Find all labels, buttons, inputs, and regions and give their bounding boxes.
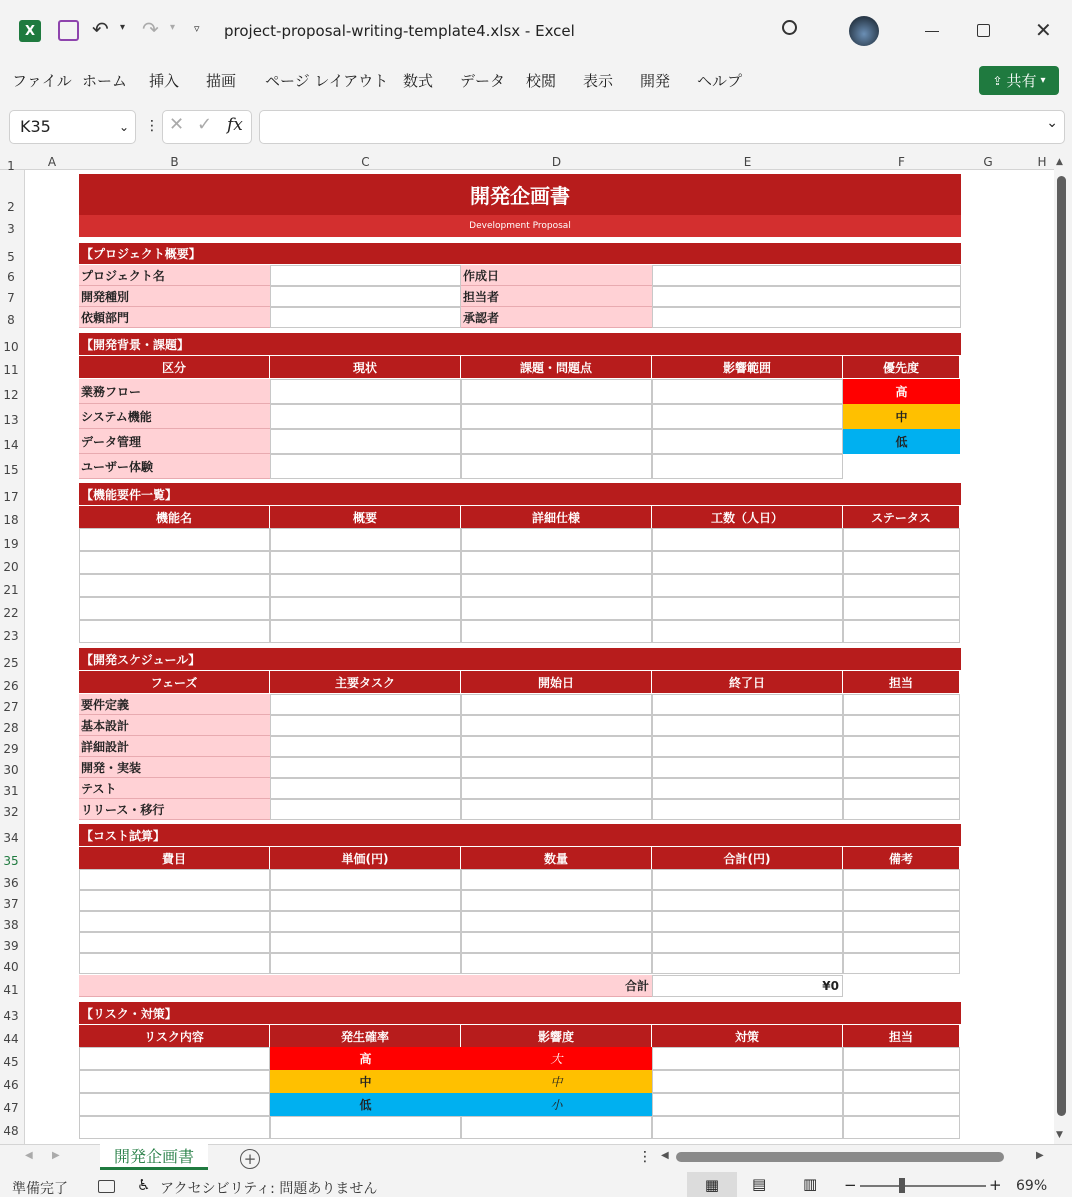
requirement-cell[interactable] bbox=[843, 574, 960, 597]
cost-cell[interactable] bbox=[461, 869, 652, 890]
row-number[interactable]: 2 bbox=[7, 200, 15, 214]
row-number[interactable]: 5 bbox=[7, 250, 15, 264]
risk-cell[interactable] bbox=[652, 1070, 843, 1093]
requirement-cell[interactable] bbox=[270, 574, 461, 597]
schedule-phase: 開発・実装 bbox=[79, 757, 270, 778]
row-number[interactable]: 1 bbox=[7, 159, 15, 173]
row-number[interactable]: 8 bbox=[7, 313, 15, 327]
schedule-cell[interactable] bbox=[461, 799, 652, 820]
requirement-cell[interactable] bbox=[652, 551, 843, 574]
cost-cell[interactable] bbox=[270, 890, 461, 911]
cost-cell[interactable] bbox=[461, 911, 652, 932]
column-header-cell: 工数（人日） bbox=[652, 506, 843, 528]
row-number[interactable]: 48 bbox=[3, 1124, 19, 1138]
scroll-right-icon[interactable]: ▶ bbox=[1036, 1150, 1044, 1161]
requirement-cell[interactable] bbox=[461, 551, 652, 574]
risk-cell[interactable] bbox=[79, 1116, 270, 1139]
cost-cell[interactable] bbox=[461, 932, 652, 953]
requirement-cell[interactable] bbox=[79, 597, 270, 620]
redo-dropdown-icon[interactable]: ▾ bbox=[170, 22, 176, 33]
label-request-dept: 依頼部門 bbox=[79, 307, 270, 328]
column-header-cell: 概要 bbox=[270, 506, 461, 528]
zoom-slider-thumb[interactable] bbox=[899, 1178, 905, 1193]
requirements-heading: 【機能要件一覧】 bbox=[79, 483, 961, 505]
schedule-cell[interactable] bbox=[843, 694, 960, 715]
schedule-phase: 要件定義 bbox=[79, 694, 270, 715]
risk-probability[interactable]: 高 bbox=[270, 1047, 461, 1070]
requirement-cell[interactable] bbox=[843, 620, 960, 643]
background-cell[interactable] bbox=[652, 429, 843, 454]
menu-draw[interactable]: 描画 bbox=[206, 72, 237, 90]
row-number[interactable]: 38 bbox=[3, 918, 19, 932]
row-number[interactable]: 22 bbox=[3, 606, 19, 620]
schedule-cell[interactable] bbox=[843, 736, 960, 757]
column-header-cell: 課題・問題点 bbox=[461, 356, 652, 378]
row-number[interactable]: 44 bbox=[3, 1032, 19, 1046]
schedule-cell[interactable] bbox=[461, 715, 652, 736]
prev-sheet-icon[interactable]: ◀ bbox=[25, 1150, 33, 1161]
row-number[interactable]: 15 bbox=[3, 463, 19, 477]
requirement-cell[interactable] bbox=[461, 620, 652, 643]
cost-cell[interactable] bbox=[79, 869, 270, 890]
background-cell[interactable] bbox=[652, 379, 843, 404]
accessibility-icon[interactable]: ♿ bbox=[137, 1176, 151, 1194]
row-number[interactable]: 11 bbox=[3, 363, 19, 377]
schedule-cell[interactable] bbox=[843, 799, 960, 820]
requirement-cell[interactable] bbox=[270, 620, 461, 643]
column-header-cell: 担当 bbox=[843, 1025, 960, 1047]
risk-cell[interactable] bbox=[79, 1093, 270, 1116]
background-row-label: データ管理 bbox=[79, 429, 270, 454]
scroll-down-icon[interactable]: ▼ bbox=[1056, 1130, 1063, 1140]
label-person-in-charge: 担当者 bbox=[461, 286, 652, 307]
row-number[interactable]: 36 bbox=[3, 876, 19, 890]
requirement-cell[interactable] bbox=[79, 574, 270, 597]
page-break-view-icon[interactable]: ▥ bbox=[803, 1175, 818, 1193]
column-header-cell: 発生確率 bbox=[270, 1025, 461, 1047]
expand-icon[interactable]: ⌄ bbox=[1046, 115, 1058, 131]
column-header-cell: ステータス bbox=[843, 506, 960, 528]
label-approver: 承認者 bbox=[461, 307, 652, 328]
cost-cell[interactable] bbox=[79, 890, 270, 911]
excel-logo-icon: X bbox=[19, 20, 41, 42]
col-h[interactable]: H bbox=[1037, 155, 1047, 169]
label-dev-type: 開発種別 bbox=[79, 286, 270, 307]
row-number[interactable]: 32 bbox=[3, 805, 19, 819]
cost-cell[interactable] bbox=[843, 953, 960, 974]
page-layout-view-icon[interactable]: ▤ bbox=[752, 1175, 767, 1193]
column-header-cell: 担当 bbox=[843, 671, 960, 693]
more-options-icon[interactable]: ⋮ bbox=[145, 118, 159, 134]
row-number[interactable]: 6 bbox=[7, 270, 15, 284]
background-cell[interactable] bbox=[461, 454, 652, 479]
risk-cell[interactable] bbox=[843, 1047, 960, 1070]
risk-cell[interactable] bbox=[652, 1116, 843, 1139]
col-c[interactable]: C bbox=[361, 155, 370, 169]
risk-impact[interactable]: 大 bbox=[461, 1047, 652, 1070]
column-header-cell: 主要タスク bbox=[270, 671, 461, 693]
menu-developer[interactable]: 開発 bbox=[640, 72, 671, 90]
menu-review[interactable]: 校閲 bbox=[526, 72, 557, 90]
row-number[interactable]: 18 bbox=[3, 513, 19, 527]
row-number[interactable]: 45 bbox=[3, 1055, 19, 1069]
row-number[interactable]: 34 bbox=[3, 831, 19, 845]
zoom-in-icon[interactable]: + bbox=[989, 1176, 1002, 1194]
row-number[interactable]: 21 bbox=[3, 583, 19, 597]
background-cell[interactable] bbox=[270, 454, 461, 479]
risk-cell[interactable] bbox=[270, 1116, 461, 1139]
requirement-cell[interactable] bbox=[79, 528, 270, 551]
background-row-label: システム機能 bbox=[79, 404, 270, 429]
tab-options-icon[interactable]: ⋮ bbox=[638, 1149, 652, 1165]
priority-cell[interactable]: 高 bbox=[843, 379, 960, 404]
save-icon[interactable] bbox=[58, 20, 79, 41]
risk-heading: 【リスク・対策】 bbox=[79, 1002, 961, 1024]
background-cell[interactable] bbox=[652, 454, 843, 479]
requirement-cell[interactable] bbox=[843, 528, 960, 551]
sheet-subtitle: Development Proposal bbox=[79, 215, 961, 237]
risk-impact[interactable]: 小 bbox=[461, 1093, 652, 1116]
requirement-cell[interactable] bbox=[652, 574, 843, 597]
requirement-cell[interactable] bbox=[270, 551, 461, 574]
row-number[interactable]: 40 bbox=[3, 960, 19, 974]
column-header-cell: 備考 bbox=[843, 847, 960, 869]
row-number[interactable]: 47 bbox=[3, 1101, 19, 1115]
column-header-cell: 現状 bbox=[270, 356, 461, 378]
column-header-cell: 影響度 bbox=[461, 1025, 652, 1047]
cost-heading: 【コスト試算】 bbox=[79, 824, 961, 846]
cost-cell[interactable] bbox=[843, 932, 960, 953]
risk-impact[interactable]: 中 bbox=[461, 1070, 652, 1093]
background-heading: 【開発背景・課題】 bbox=[79, 333, 961, 355]
risk-cell[interactable] bbox=[843, 1070, 960, 1093]
menu-view[interactable]: 表示 bbox=[583, 72, 614, 90]
overview-heading: 【プロジェクト概要】 bbox=[79, 243, 961, 264]
cancel-icon[interactable]: ✕ bbox=[169, 114, 185, 135]
row-number[interactable]: 31 bbox=[3, 784, 19, 798]
cost-cell[interactable] bbox=[461, 953, 652, 974]
insert-function-icon[interactable]: fx bbox=[227, 115, 243, 135]
vertical-scroll-thumb[interactable] bbox=[1057, 176, 1066, 1116]
status-ready: 準備完了 bbox=[12, 1181, 68, 1197]
zoom-slider[interactable] bbox=[860, 1185, 986, 1187]
row-number[interactable]: 19 bbox=[3, 537, 19, 551]
formula-tools bbox=[162, 110, 252, 144]
undo-dropdown-icon[interactable]: ▾ bbox=[120, 22, 126, 33]
risk-cell[interactable] bbox=[843, 1093, 960, 1116]
document-title: project-proposal-writing-template4.xlsx - Excel bbox=[224, 22, 575, 40]
schedule-cell[interactable] bbox=[270, 694, 461, 715]
background-cell[interactable] bbox=[652, 404, 843, 429]
background-cell[interactable] bbox=[461, 404, 652, 429]
minimize-icon[interactable] bbox=[925, 31, 939, 32]
row-number[interactable]: 23 bbox=[3, 629, 19, 643]
risk-cell[interactable] bbox=[79, 1070, 270, 1093]
status-accessibility[interactable]: アクセシビリティ: 問題ありません bbox=[160, 1181, 378, 1197]
menu-page-layout[interactable]: ページ レイアウト bbox=[265, 72, 389, 90]
menu-help[interactable]: ヘルプ bbox=[697, 72, 743, 90]
row-number[interactable]: 26 bbox=[3, 679, 19, 693]
cost-total-label: 合計 bbox=[79, 975, 652, 997]
column-header-cell: 単価(円) bbox=[270, 847, 461, 869]
menu-data[interactable]: データ bbox=[460, 72, 506, 90]
close-icon[interactable]: ✕ bbox=[1035, 18, 1052, 42]
cost-cell[interactable] bbox=[79, 932, 270, 953]
column-header-cell: 対策 bbox=[652, 1025, 843, 1047]
share-button[interactable] bbox=[979, 66, 1059, 95]
sheet-tab[interactable]: 開発企画書 bbox=[100, 1144, 208, 1170]
column-header-cell: 詳細仕様 bbox=[461, 506, 652, 528]
cost-cell[interactable] bbox=[270, 932, 461, 953]
schedule-cell[interactable] bbox=[652, 757, 843, 778]
menu-file[interactable]: ファイル bbox=[12, 72, 72, 90]
cost-cell[interactable] bbox=[270, 911, 461, 932]
share-icon: ⇪ bbox=[992, 73, 1003, 88]
schedule-cell[interactable] bbox=[270, 799, 461, 820]
col-g[interactable]: G bbox=[983, 155, 993, 169]
maximize-icon[interactable] bbox=[977, 24, 990, 37]
row-number[interactable]: 28 bbox=[3, 721, 19, 735]
search-icon[interactable] bbox=[782, 20, 797, 35]
cost-cell[interactable] bbox=[843, 869, 960, 890]
row-number[interactable]: 10 bbox=[3, 340, 19, 354]
cost-cell[interactable] bbox=[652, 869, 843, 890]
menu-insert[interactable]: 挿入 bbox=[149, 72, 180, 90]
schedule-phase: 基本設計 bbox=[79, 715, 270, 736]
column-header-cell: 合計(円) bbox=[652, 847, 843, 869]
row-number[interactable]: 20 bbox=[3, 560, 19, 574]
column-header-cell: リスク内容 bbox=[79, 1025, 270, 1047]
risk-probability[interactable]: 低 bbox=[270, 1093, 461, 1116]
column-header-cell: 影響範囲 bbox=[652, 356, 843, 378]
cost-cell[interactable] bbox=[79, 953, 270, 974]
label-created-date: 作成日 bbox=[461, 265, 652, 286]
cost-cell[interactable] bbox=[652, 932, 843, 953]
background-cell[interactable] bbox=[461, 379, 652, 404]
row-number[interactable]: 12 bbox=[3, 388, 19, 402]
cost-cell[interactable] bbox=[270, 953, 461, 974]
schedule-cell[interactable] bbox=[652, 694, 843, 715]
workbook-stats-icon[interactable] bbox=[98, 1180, 115, 1193]
chevron-down-icon: ▾ bbox=[1040, 75, 1046, 86]
requirement-cell[interactable] bbox=[843, 597, 960, 620]
schedule-cell[interactable] bbox=[461, 694, 652, 715]
row-number[interactable]: 7 bbox=[7, 291, 15, 305]
row-number[interactable]: 27 bbox=[3, 700, 19, 714]
undo-icon[interactable]: ↶ bbox=[92, 17, 109, 41]
redo-icon[interactable]: ↷ bbox=[142, 17, 159, 41]
requirement-cell[interactable] bbox=[652, 620, 843, 643]
col-a[interactable]: A bbox=[47, 155, 57, 169]
menu-home[interactable]: ホーム bbox=[82, 72, 128, 90]
name-box-value: K35 bbox=[20, 117, 51, 136]
input-request-dept[interactable] bbox=[270, 307, 461, 328]
input-dev-type[interactable] bbox=[270, 286, 461, 307]
cost-cell[interactable] bbox=[652, 890, 843, 911]
background-cell[interactable] bbox=[461, 429, 652, 454]
cost-total-value[interactable]: ¥0 bbox=[652, 975, 843, 997]
row-number[interactable]: 43 bbox=[3, 1009, 19, 1023]
background-cell[interactable] bbox=[270, 429, 461, 454]
schedule-cell[interactable] bbox=[270, 736, 461, 757]
requirement-cell[interactable] bbox=[79, 620, 270, 643]
row-number[interactable]: 46 bbox=[3, 1078, 19, 1092]
cost-cell[interactable] bbox=[652, 911, 843, 932]
requirement-cell[interactable] bbox=[270, 597, 461, 620]
cost-cell[interactable] bbox=[652, 953, 843, 974]
scroll-up-icon[interactable]: ▲ bbox=[1056, 157, 1063, 167]
requirement-cell[interactable] bbox=[79, 551, 270, 574]
priority-cell[interactable] bbox=[843, 454, 960, 479]
horizontal-scroll-thumb[interactable] bbox=[676, 1152, 1004, 1162]
column-header-cell: 費目 bbox=[79, 847, 270, 869]
priority-cell[interactable]: 低 bbox=[843, 429, 960, 454]
column-header-cell: 機能名 bbox=[79, 506, 270, 528]
column-header-cell: 優先度 bbox=[843, 356, 960, 378]
row-number[interactable]: 14 bbox=[3, 438, 19, 452]
add-sheet-icon[interactable]: + bbox=[240, 1149, 260, 1169]
enter-icon[interactable]: ✓ bbox=[197, 114, 213, 135]
row-number[interactable]: 39 bbox=[3, 939, 19, 953]
schedule-cell[interactable] bbox=[461, 736, 652, 757]
col-f[interactable]: F bbox=[898, 155, 905, 169]
scroll-left-icon[interactable]: ◀ bbox=[661, 1150, 669, 1161]
cost-cell[interactable] bbox=[461, 890, 652, 911]
menu-formulas[interactable]: 数式 bbox=[403, 72, 434, 90]
col-b[interactable]: B bbox=[170, 155, 179, 169]
sheet-title: 開発企画書 bbox=[79, 174, 961, 215]
schedule-heading: 【開発スケジュール】 bbox=[79, 648, 961, 670]
requirement-cell[interactable] bbox=[461, 597, 652, 620]
schedule-phase: テスト bbox=[79, 778, 270, 799]
schedule-cell[interactable] bbox=[652, 736, 843, 757]
risk-cell[interactable] bbox=[843, 1116, 960, 1139]
schedule-cell[interactable] bbox=[843, 778, 960, 799]
input-project-name[interactable] bbox=[270, 265, 461, 286]
column-header-cell: 開始日 bbox=[461, 671, 652, 693]
background-cell[interactable] bbox=[270, 404, 461, 429]
chevron-down-icon: ⌄ bbox=[118, 120, 129, 134]
schedule-cell[interactable] bbox=[843, 715, 960, 736]
schedule-phase: 詳細設計 bbox=[79, 736, 270, 757]
share-label: 共有 bbox=[1006, 72, 1037, 90]
row-number[interactable]: 30 bbox=[3, 763, 19, 777]
schedule-cell[interactable] bbox=[652, 715, 843, 736]
cost-cell[interactable] bbox=[270, 869, 461, 890]
column-header-cell: フェーズ bbox=[79, 671, 270, 693]
row-number[interactable]: 13 bbox=[3, 413, 19, 427]
label-project-name: プロジェクト名 bbox=[79, 265, 270, 286]
requirement-cell[interactable] bbox=[461, 574, 652, 597]
schedule-cell[interactable] bbox=[270, 715, 461, 736]
schedule-cell[interactable] bbox=[270, 757, 461, 778]
requirement-cell[interactable] bbox=[652, 597, 843, 620]
requirement-cell[interactable] bbox=[652, 528, 843, 551]
requirement-cell[interactable] bbox=[270, 528, 461, 551]
cost-cell[interactable] bbox=[843, 911, 960, 932]
column-header-cell: 区分 bbox=[79, 356, 270, 378]
risk-probability[interactable]: 中 bbox=[270, 1070, 461, 1093]
row-number[interactable]: 17 bbox=[3, 490, 19, 504]
formula-input[interactable] bbox=[259, 110, 1065, 144]
col-d[interactable]: D bbox=[551, 155, 562, 169]
cost-cell[interactable] bbox=[843, 890, 960, 911]
row-number[interactable]: 25 bbox=[3, 656, 19, 670]
background-row-label: ユーザー体験 bbox=[79, 454, 270, 479]
schedule-cell[interactable] bbox=[652, 778, 843, 799]
risk-cell[interactable] bbox=[652, 1047, 843, 1070]
row-number[interactable]: 41 bbox=[3, 983, 19, 997]
input-person-in-charge[interactable] bbox=[652, 286, 961, 307]
row-number[interactable]: 37 bbox=[3, 897, 19, 911]
schedule-cell[interactable] bbox=[461, 757, 652, 778]
background-row-label: 業務フロー bbox=[79, 379, 270, 404]
cost-cell[interactable] bbox=[79, 911, 270, 932]
row-number[interactable]: 35 bbox=[3, 854, 19, 868]
row-number[interactable]: 3 bbox=[7, 222, 15, 236]
next-sheet-icon[interactable]: ▶ bbox=[52, 1150, 60, 1161]
input-created-date[interactable] bbox=[652, 265, 961, 286]
risk-cell[interactable] bbox=[652, 1093, 843, 1116]
schedule-cell[interactable] bbox=[652, 799, 843, 820]
background-cell[interactable] bbox=[270, 379, 461, 404]
normal-view-icon[interactable]: ▦ bbox=[687, 1172, 737, 1197]
priority-cell[interactable]: 中 bbox=[843, 404, 960, 429]
column-header-cell: 終了日 bbox=[652, 671, 843, 693]
customize-toolbar-icon[interactable]: ▿ bbox=[194, 22, 200, 35]
schedule-cell[interactable] bbox=[843, 757, 960, 778]
schedule-cell[interactable] bbox=[270, 778, 461, 799]
input-approver[interactable] bbox=[652, 307, 961, 328]
col-e[interactable]: E bbox=[743, 155, 752, 169]
name-box[interactable] bbox=[9, 110, 136, 144]
avatar[interactable] bbox=[849, 16, 879, 46]
zoom-level[interactable]: 69% bbox=[1016, 1178, 1048, 1194]
requirement-cell[interactable] bbox=[461, 528, 652, 551]
schedule-cell[interactable] bbox=[461, 778, 652, 799]
risk-cell[interactable] bbox=[461, 1116, 652, 1139]
row-number[interactable]: 29 bbox=[3, 742, 19, 756]
requirement-cell[interactable] bbox=[843, 551, 960, 574]
zoom-out-icon[interactable]: − bbox=[844, 1176, 857, 1194]
risk-cell[interactable] bbox=[79, 1047, 270, 1070]
column-header-cell: 数量 bbox=[461, 847, 652, 869]
schedule-phase: リリース・移行 bbox=[79, 799, 270, 820]
